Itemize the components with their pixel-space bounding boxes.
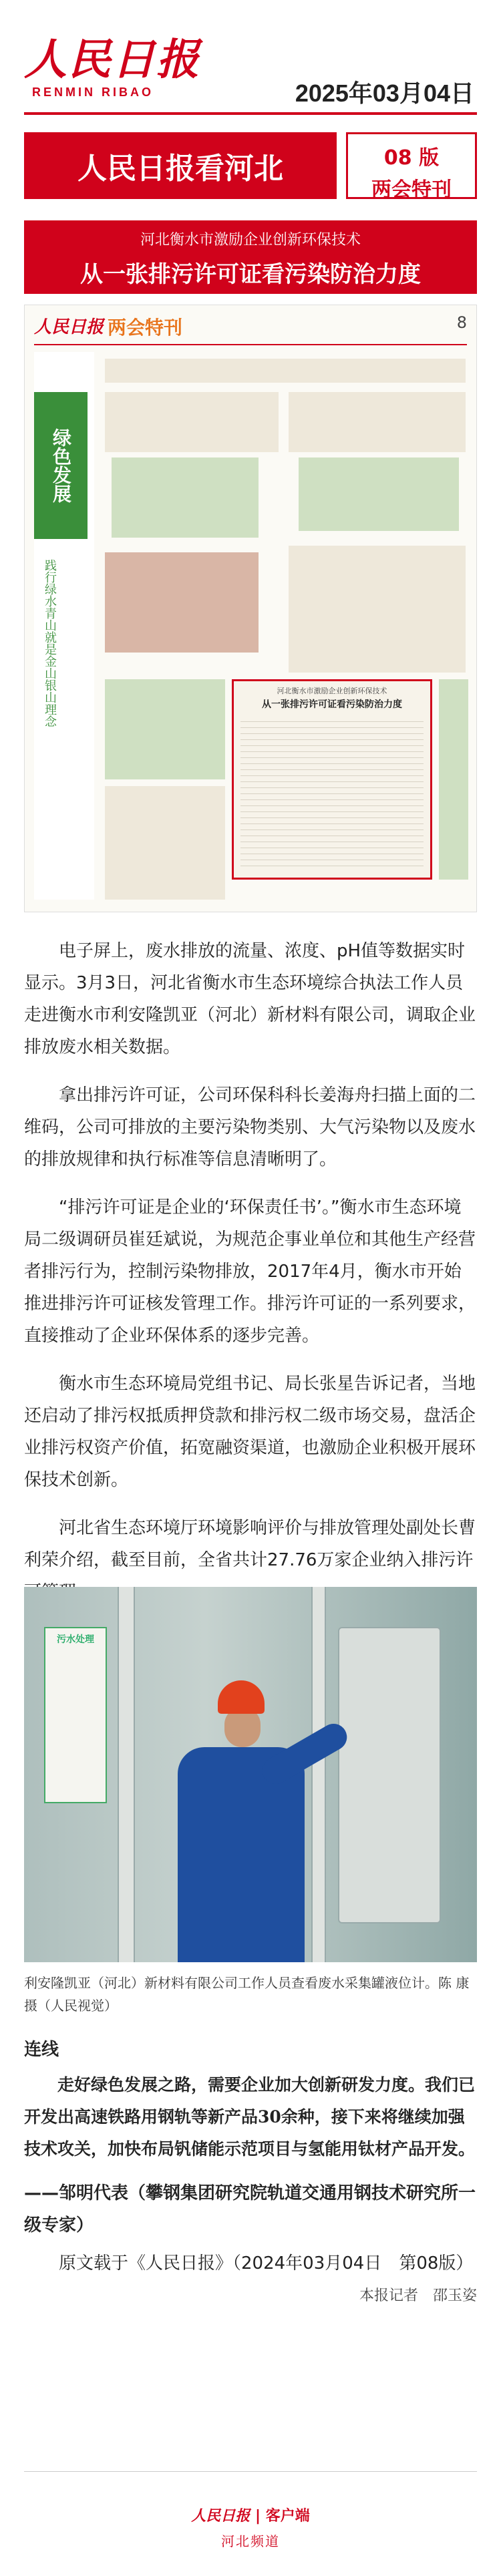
footer-logo: 人民日报 [191,2507,251,2525]
newspaper-page-image [24,305,477,912]
newspaper-photo [105,552,259,653]
article-kicker: 河北衡水市激励企业创新环保技术 [140,232,361,248]
section-tag: 绿色发展 [34,392,88,539]
article-paragraph: 电子屏上，废水排放的流量、浓度、pH值等数据实时显示。3月3日，河北省衡水市生态环境综合执法工作人员走进衡水市利安隆凯亚（河北）新材料有限公司，调取企业排放废水相关数据。 [24,941,476,1057]
photo-caption: 利安隆凯亚（河北）新材料有限公司工作人员查看废水采集罐液位计。陈 康摄（人民视觉） [24,1975,470,2014]
masthead [0,0,501,127]
helmet-icon [218,1680,265,1714]
sidebar-quote: 践行绿水青山就是金山银山理念 [43,559,57,727]
newspaper-text-block [105,392,279,452]
photo-worker [171,1680,305,1962]
edition-name: 两会特刊 [371,178,452,202]
masthead-logo: 人民日报 [24,35,200,85]
footer [0,2505,501,2550]
photo-pipe [311,1587,326,1962]
photo-sign [44,1627,107,1803]
article-paragraph: 衡水市生态环境局党组书记、局长张星告诉记者，当地还启动了排污权抵质押贷款和排污权二级市场交易，盘活企业排污权资产价值，拓宽融资渠道，也激励企业积极开展环保技术创新。 [24,1374,476,1490]
footer-brand-suffix: 客户端 [265,2508,310,2525]
origin-note [24,2249,477,2274]
newspaper-photo [105,679,225,779]
article-headline: 从一张排污许可证看污染防治力度 [80,261,421,288]
highlighted-article-headline: 从一张排污许可证看污染防治力度 [262,699,402,710]
newspaper-page-number: 8 [456,313,467,332]
edition-badge [346,132,477,202]
newspaper-header [34,313,467,340]
footer-brand[interactable] [0,2505,501,2525]
newspaper-rule [34,344,467,345]
newspaper-text-block [105,786,225,900]
lianxian-title: 连线 [24,2040,59,2060]
article-paragraph: 河北省生态环境厅环境影响评价与排放管理处副处长曹利荣介绍，截至目前，全省共计27.76万家企业纳入排污许 [24,1518,476,1570]
newspaper-text-block [289,392,466,452]
photo-tank [338,1627,441,1923]
photo-sign-text: 污水处理 [57,1634,94,1645]
highlighted-article-kicker: 河北衡水市激励企业创新环保技术 [277,687,387,695]
issue-date: 2025年03月04日 [295,79,474,107]
footer-brand-divider: | [255,2508,266,2525]
article-body [24,935,477,1624]
footer-channel[interactable]: 河北频道 [221,2533,280,2549]
lianxian-quote-text: 走好绿色发展之路，需要企业加大创新研发力度。我们已开发出高速铁路用钢轨等新产品30余种，接下来将继续加强技术攻关，加快布局钒储能示范项目与氢能用钛材产品开发。 [24,2075,476,2159]
newspaper-section-label: 两会特刊 [108,317,183,339]
newspaper-banner-block [105,359,466,383]
highlighted-article [232,679,432,880]
newspaper-logo: 人民日报 [34,317,104,337]
photo-pipe [118,1587,135,1962]
banner [24,127,477,207]
edition-page: 08 版 [383,146,440,170]
article-paragraph: 拿出排污许可证，公司环保科科长姜海舟扫描上面的二维码，公司可排放的主要污染物类别、大气污染物以及废水的排放规律和执行标准等信息清晰明了。 [24,1085,476,1169]
newspaper-photo [112,457,259,538]
newspaper-photo [299,457,459,531]
reporter-byline: 本报记者 邵玉姿 [359,2287,477,2304]
newspaper-photo [439,679,468,880]
masthead-divider [24,112,477,115]
article-photo [24,1587,477,1962]
banner-title: 人民日报看河北 [24,132,337,199]
origin-text: 原文载于《人民日报》（2024年03月04日 第08版） [59,2253,474,2273]
article-heading [24,220,477,294]
lianxian-quote [24,2069,477,2165]
masthead-logo-sub: RENMIN RIBAO [32,85,154,99]
newspaper-sidebar [34,352,94,900]
newspaper-text-block [289,546,466,673]
footer-divider [24,2471,477,2472]
article-paragraph: “排污许可证是企业的‘环保责任书’。”衡水市生态环境局二级调研员崔廷斌说，为规范企事业单位和其他生产经营者排污行为，控制污染物排放，2017年4月，衡水市开始推进排污许可证核发管理工作。排污许可证的一系列要求，直接推动了企业环保体系的逐步完善。 [24,1198,476,1346]
highlighted-article-body [240,716,424,870]
lianxian-source: ——邹明代表（攀钢集团研究院轨道交通用钢技术研究所一级专家） [24,2183,476,2235]
